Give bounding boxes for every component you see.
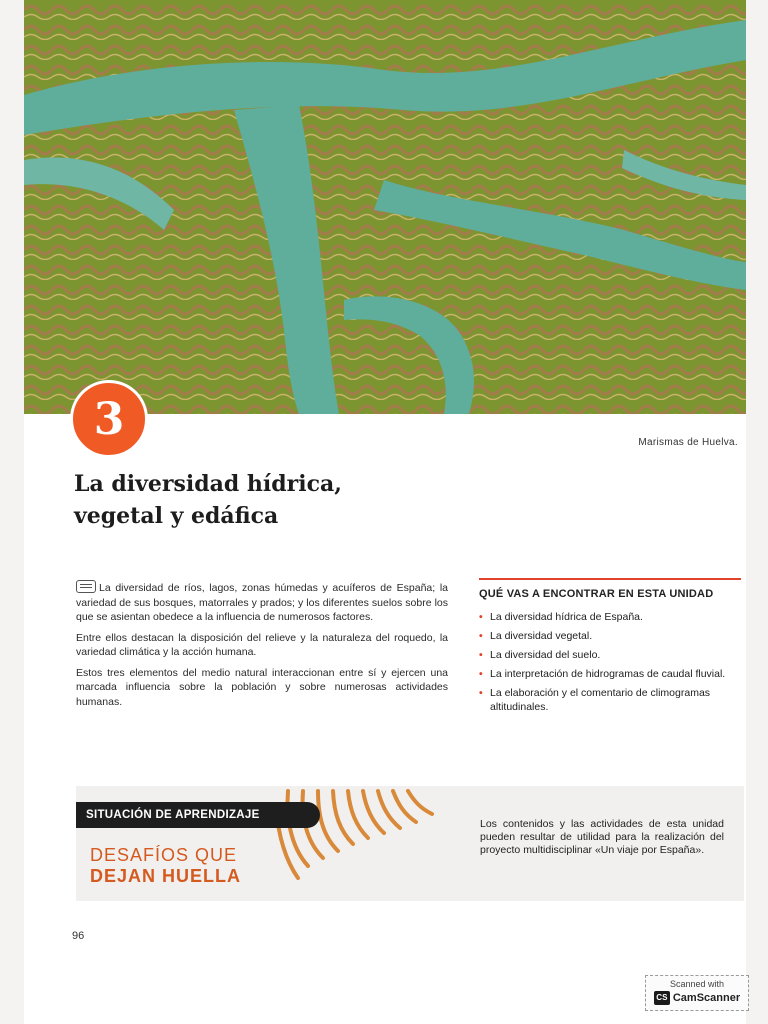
unit-contents-item: • La elaboración y el comentario de climogramas altitudinales.: [479, 686, 741, 714]
fingerprint-icon: [268, 786, 448, 886]
marsh-aerial-photo: [24, 0, 746, 414]
scanner-caption: Scanned with: [669, 979, 725, 989]
unit-contents-box: [479, 578, 741, 719]
unit-contents-item: • La diversidad hídrica de España.: [479, 610, 741, 624]
learning-situation-title: [90, 845, 241, 887]
chapter-title: [74, 468, 414, 532]
intro-paragraph-3: Estos tres elementos del medio natural interaccionan entre sí y ejercen una marcada influencia sobre la población y sobre numerosas actividades humanas.: [76, 666, 448, 708]
intro-paragraph-1: La diversidad de ríos, lagos, zonas húmedas y acuíferos de España; la variedad de sus bosques, matorrales y prados; y los diferentes suelos sobre los que se asientan obedece a la influencia de numerosos factores.: [76, 582, 448, 623]
chapter-title-line-2: vegetal y edáfica: [74, 503, 279, 529]
chapter-number-badge: 3: [70, 380, 148, 458]
unit-contents-list: [479, 610, 741, 714]
chapter-title-line-1: La diversidad hídrica,: [74, 471, 342, 497]
unit-contents-item: • La diversidad vegetal.: [479, 629, 741, 643]
learning-situation-title-line-2: DEJAN HUELLA: [90, 866, 242, 886]
unit-contents-heading: QUÉ VAS A ENCONTRAR EN ESTA UNIDAD: [479, 588, 714, 600]
intro-paragraph-2: Entre ellos destacan la disposición del relieve y la naturaleza del roquedo, la variedad climática y la acción humana.: [76, 631, 448, 658]
intro-text: [76, 580, 448, 715]
camscanner-logo-icon: CS: [654, 991, 670, 1005]
unit-contents-item: • La interpretación de hidrogramas de caudal fluvial.: [479, 667, 741, 681]
scanner-brand-row: [646, 991, 748, 1005]
intro-paragraph: [76, 580, 448, 625]
page-number: 96: [72, 930, 85, 942]
unit-contents-item: • La diversidad del suelo.: [479, 648, 741, 662]
book-icon: [76, 580, 96, 593]
learning-situation-description: Los contenidos y las actividades de esta unidad pueden resultar de utilidad para la realización del proyecto multidisciplinar «Un viaje por España».: [480, 818, 724, 856]
scanner-brand: CamScanner: [672, 992, 741, 1004]
learning-situation-title-line-1: DESAFÍOS QUE: [90, 845, 238, 865]
camscanner-watermark: [645, 975, 749, 1011]
learning-situation-label: SITUACIÓN DE APRENDIZAJE: [76, 802, 320, 828]
photo-caption: Marismas de Huelva.: [638, 437, 738, 448]
